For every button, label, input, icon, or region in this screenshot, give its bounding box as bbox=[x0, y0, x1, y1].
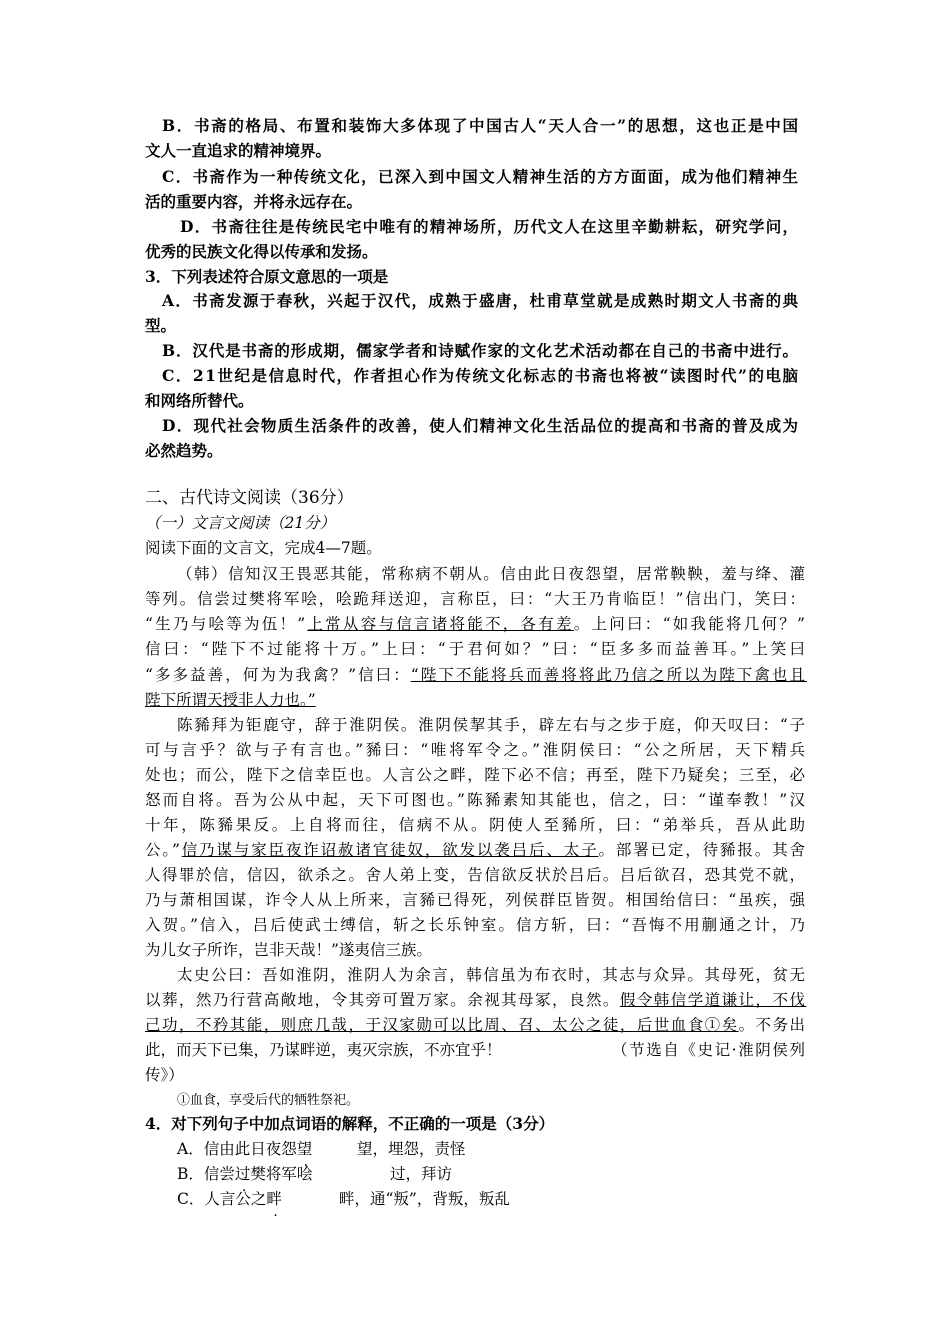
text-line: （韩）信知汉王畏恶其能，常称病不朝从。信由此日夜怨望，居常鞅鞅，羞与绛、灌 bbox=[177, 565, 807, 583]
text-line bbox=[177, 1187, 282, 1211]
text-segment: C．人言公之 bbox=[177, 1190, 267, 1208]
text-line: 活的重要内容，并将永远存在。 bbox=[145, 192, 363, 211]
text-line: 怒而自将。吾为公从中起，天下可图也。”陈豨素知其能也，信之，曰：“谨奉教！”汉 bbox=[145, 791, 808, 809]
text-line bbox=[145, 688, 316, 712]
text-segment: “多多益善，何为为我禽？”信曰： bbox=[145, 666, 411, 684]
text-line: 乃与萧相国谋，诈令人从上所来，言豨已得死，列侯群臣皆贺。相国绐信曰：“虽疾，强 bbox=[145, 891, 807, 909]
text-line bbox=[145, 838, 807, 862]
underlined-text: 陛下所谓天授非人力也。” bbox=[145, 691, 316, 709]
text-line: 等列。信尝过樊将军哙，哙跪拜送迎，言称臣，曰：“大王乃肯临臣！”信出门，笑曰： bbox=[145, 590, 807, 608]
text-line: 十年，陈豨果反。上自将而往，信病不从。阴使人至豨所，曰：“弟举兵，吾从此助 bbox=[145, 816, 808, 834]
text-line bbox=[145, 612, 807, 636]
underlined-text: 信乃谋与家臣夜诈诏赦诸官徒奴，欲发以袭吕后、太子 bbox=[181, 841, 599, 859]
text-segment: 。上问曰：“如我能将几何？” bbox=[573, 615, 808, 633]
text-line: 优秀的民族文化得以传承和发扬。 bbox=[145, 242, 378, 261]
dotted-word: 畔 bbox=[266, 1190, 282, 1208]
text-segment: 。不务出 bbox=[738, 1016, 807, 1034]
underlined-text: “陛下不能将兵而善将将此乃信之所以为陛下禽也且 bbox=[410, 666, 808, 684]
underlined-text: 假令韩信学道谦让，不伐 bbox=[619, 991, 807, 1009]
text-line: 陈豨拜为钜鹿守，辞于淮阴侯。淮阴侯挈其手，辟左右与之步于庭，仰天叹曰：“子 bbox=[177, 716, 807, 734]
text-line: D．现代社会物质生活条件的改善，使人们精神文化生活品位的提高和书斋的普及成为 bbox=[162, 416, 800, 435]
text-line: 二、古代诗文阅读（36分） bbox=[145, 488, 354, 508]
text-line: ①血食，享受后代的牺牲祭祀。 bbox=[177, 1093, 360, 1108]
text-line: C．书斋作为一种传统文化，已深入到中国文人精神生活的方方面面，成为他们精神生 bbox=[162, 167, 800, 186]
text-line: 可与言乎？欲与子有言也。”豨曰：“唯将军令之。”淮阴侯曰：“公之所居，天下精兵 bbox=[145, 741, 808, 759]
text-line: C．21世纪是信息时代，作者担心作为传统文化标志的书斋也将被“读图时代”的电脑 bbox=[162, 366, 800, 385]
text-line bbox=[177, 1137, 312, 1161]
text-line bbox=[145, 988, 806, 1012]
text-line: B．书斋的格局、布置和装饰大多体现了中国古人“天人合一”的思想，这也正是中国 bbox=[162, 116, 800, 135]
text-line: 过，拜访 bbox=[390, 1165, 453, 1183]
text-line: 入贺。”信入，吕后使武士缚信，斩之长乐钟室。信方斩，曰：“吾悔不用蒯通之计，乃 bbox=[145, 916, 808, 934]
text-line: A．书斋发源于春秋，兴起于汉代，成熟于盛唐，杜甫草堂就是成熟时期文人书斋的典 bbox=[162, 291, 800, 310]
text-line: 传》） bbox=[145, 1066, 184, 1084]
text-line: 型。 bbox=[145, 316, 177, 335]
text-line: 此，而天下已集，乃谋畔逆，夷灭宗族，不亦宜乎！ bbox=[145, 1041, 502, 1059]
text-line: 必然趋势。 bbox=[145, 441, 223, 460]
text-line: （一）文言文阅读（21分） bbox=[145, 514, 336, 532]
text-line bbox=[177, 1162, 312, 1186]
dotted-word: 望 bbox=[296, 1140, 313, 1158]
text-line bbox=[145, 663, 807, 687]
text-segment: 樊将军哙 bbox=[250, 1165, 313, 1183]
text-line: 太史公曰：吾如淮阴，淮阴人为余言，韩信虽为布衣时，其志与众异。其母死，贫无 bbox=[177, 966, 807, 984]
underlined-text: 己功，不矜其能，则庶几哉，于汉家勋可以比周、召、太公之徒，后世血食①矣 bbox=[145, 1016, 739, 1034]
text-line: 信曰：“陛下不过能将十万。”上曰：“于君何如？”曰：“臣多多而益善耳。”上笑曰 bbox=[145, 640, 809, 658]
text-line: 阅读下面的文言文，完成4—7题。 bbox=[145, 539, 382, 557]
text-line: 4．对下列句子中加点词语的解释，不正确的一项是（3分） bbox=[145, 1114, 555, 1133]
dotted-word: 过 bbox=[234, 1165, 251, 1183]
underlined-text: 上常从容与信言诸将能不，各有差 bbox=[307, 615, 574, 633]
text-line: B．汉代是书斋的形成期，儒家学者和诗赋作家的文化艺术活动都在自己的书斋中进行。 bbox=[162, 341, 799, 360]
text-segment: 。部署已定，待豨报。其舍 bbox=[598, 841, 807, 859]
text-segment: B．信尝 bbox=[177, 1165, 235, 1183]
text-line: 3．下列表述符合原文意思的一项是 bbox=[145, 267, 389, 286]
text-line: 为儿女子所诈，岂非天哉！”遂夷信三族。 bbox=[145, 941, 432, 959]
text-segment: 以葬，然乃行营高敞地，令其旁可置万家。余视其母冢，良然。 bbox=[145, 991, 620, 1009]
text-line bbox=[145, 1013, 806, 1037]
text-line: 处也；而公，陛下之信幸臣也。人言公之畔，陛下必不信；再至，陛下乃疑矣；三至，必 bbox=[145, 766, 807, 784]
text-line: （节选自《史记·淮阴侯列 bbox=[612, 1041, 807, 1059]
text-line: D．书斋往往是传统民宅中唯有的精神场所，历代文人在这里辛勤耕耘，研究学问， bbox=[180, 217, 800, 236]
text-line: 和网络所替代。 bbox=[145, 391, 254, 410]
text-segment: 公。” bbox=[145, 841, 182, 859]
text-line: 文人一直追求的精神境界。 bbox=[145, 141, 332, 160]
text-line: 畔，通“叛”，背叛，叛乱 bbox=[339, 1190, 510, 1208]
text-line: 望，埋怨，责怪 bbox=[357, 1140, 466, 1158]
text-segment: “生乃与哙等为伍！” bbox=[145, 615, 308, 633]
text-segment: A．信由此日夜怨 bbox=[177, 1140, 297, 1158]
text-line: 人得罪於信，信囚，欲杀之。舍人弟上变，告信欲反状於吕后。吕后欲召，恐其党不就， bbox=[145, 866, 807, 884]
